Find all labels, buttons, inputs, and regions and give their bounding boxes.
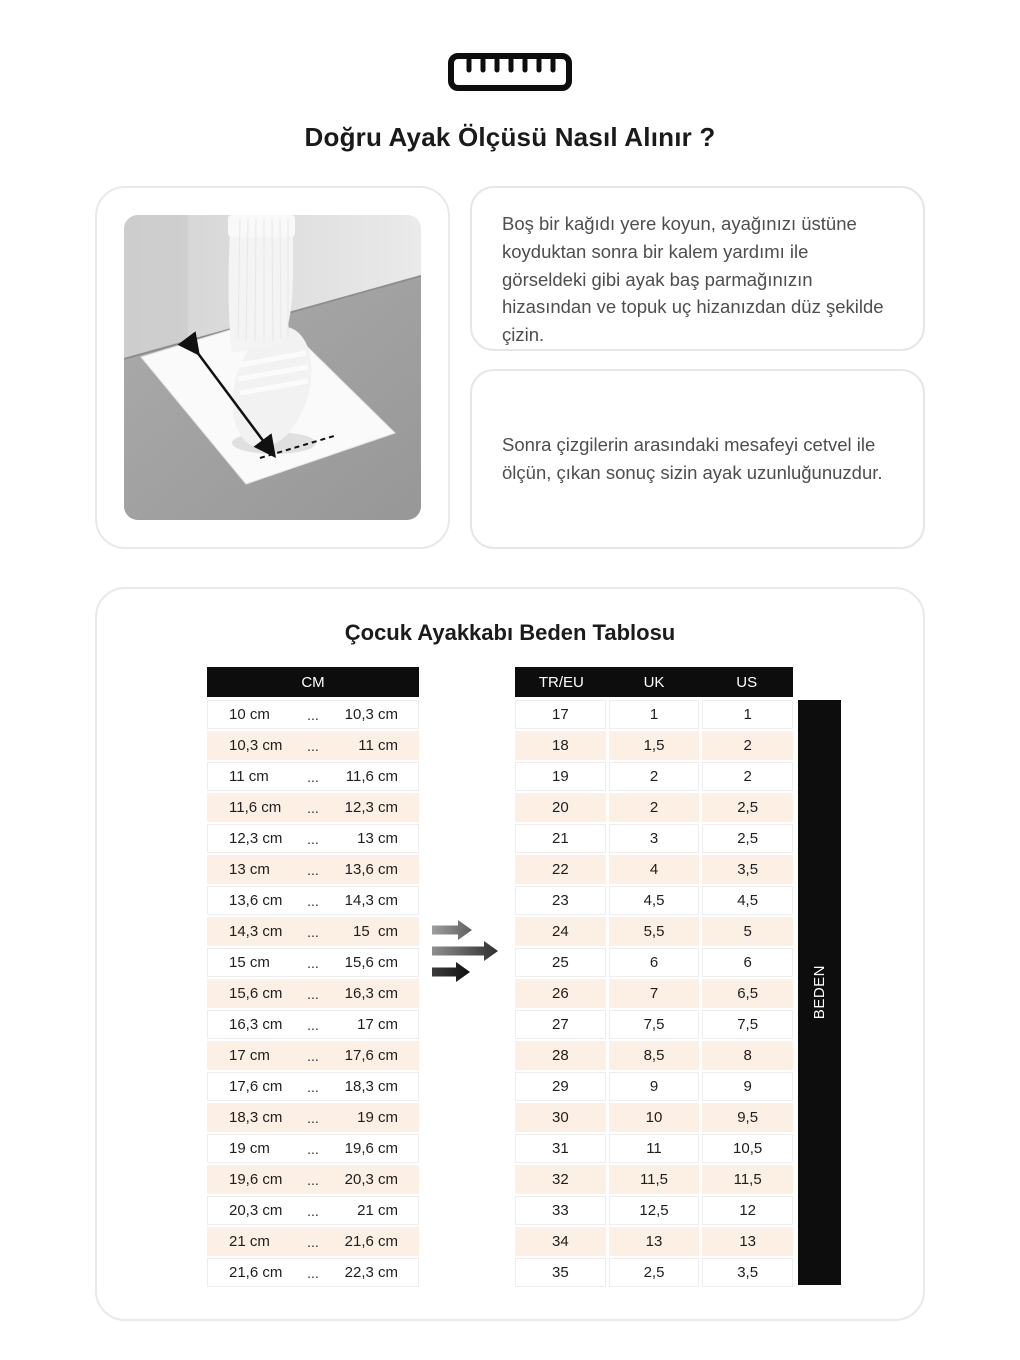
cm-from-value: 21,6 cm [229,1264,283,1281]
cm-to-value: 15 cm [352,923,398,940]
cm-table-row [207,917,419,946]
uk-cell: 6 [609,948,700,977]
uk-cell: 1 [609,700,700,729]
beden-side-label: BEDEN [811,965,828,1020]
tr-eu-cell: 22 [515,855,606,884]
cm-from-value: 12,3 cm [229,830,283,847]
cm-from-value: 10,3 cm [229,737,283,754]
cm-to-value: 14,3 cm [344,892,398,909]
tr-eu-cell: 29 [515,1072,606,1101]
size-table-row [515,1072,793,1101]
cm-dots: ... [307,1233,319,1250]
cm-from-value: 13,6 cm [229,892,283,909]
uk-cell: 13 [609,1227,700,1256]
cm-from-value: 18,3 cm [229,1109,283,1126]
cm-dots: ... [307,1140,319,1157]
size-table [515,667,793,1289]
cm-dots: ... [307,706,319,723]
size-table-row [515,1134,793,1163]
uk-cell: 2 [609,793,700,822]
cm-to-value: 17 cm [357,1016,398,1033]
size-table-row [515,1103,793,1132]
cm-table-row [207,1196,419,1225]
cm-table-row [207,731,419,760]
tr-eu-cell: 19 [515,762,606,791]
cm-table-row [207,1134,419,1163]
instruction-step2-text: Sonra çizgilerin arasındaki mesafeyi cetvel ile ölçün, çıkan sonuç sizin ayak uzunluğunuzdur. [502,434,883,483]
size-table-row [515,886,793,915]
cm-from-value: 15 cm [229,954,270,971]
tr-eu-cell: 25 [515,948,606,977]
cm-table-row [207,1010,419,1039]
size-table-row [515,1196,793,1225]
cm-table-row [207,1165,419,1194]
cm-dots: ... [307,985,319,1002]
size-header-uk: UK [643,673,665,691]
us-cell: 9,5 [702,1103,793,1132]
cm-to-value: 12,3 cm [344,799,398,816]
cm-from-value: 13 cm [229,861,270,878]
cm-dots: ... [307,923,319,940]
cm-table-row [207,824,419,853]
tr-eu-cell: 20 [515,793,606,822]
uk-cell: 9 [609,1072,700,1101]
cm-from-value: 19 cm [229,1140,270,1157]
cm-to-value: 15,6 cm [344,954,398,971]
cm-dots: ... [307,954,319,971]
cm-table-header: CM [207,667,419,697]
cm-table-row [207,1227,419,1256]
cm-table-row [207,1041,419,1070]
tr-eu-cell: 30 [515,1103,606,1132]
cm-from-value: 19,6 cm [229,1171,283,1188]
tr-eu-cell: 32 [515,1165,606,1194]
ruler-icon [0,0,1020,92]
uk-cell: 10 [609,1103,700,1132]
cm-dots: ... [307,1078,319,1095]
size-chart-title: Çocuk Ayakkabı Beden Tablosu [344,620,676,645]
cm-to-value: 13,6 cm [344,861,398,878]
tr-eu-cell: 27 [515,1010,606,1039]
cm-to-value: 21,6 cm [344,1233,398,1250]
uk-cell: 7 [609,979,700,1008]
beden-side-bar [798,700,841,1285]
foot-measure-photo-card [95,186,450,549]
cm-from-value: 15,6 cm [229,985,283,1002]
uk-cell: 1,5 [609,731,700,760]
cm-to-value: 17,6 cm [344,1047,398,1064]
cm-from-value: 11 cm [229,768,269,785]
cm-to-value: 11,6 cm [345,768,398,785]
tr-eu-cell: 18 [515,731,606,760]
size-header-us: US [736,673,758,691]
cm-dots: ... [307,1016,319,1033]
size-table-row [515,793,793,822]
uk-cell: 2,5 [609,1258,700,1287]
size-table-row [515,731,793,760]
size-chart-tables [207,667,923,1289]
cm-dots: ... [307,830,319,847]
us-cell: 6 [702,948,793,977]
uk-cell: 11 [609,1134,700,1163]
cm-from-value: 21 cm [229,1233,270,1250]
size-chart-section [95,587,925,1321]
cm-table-row [207,948,419,977]
foot-measure-photo [124,215,421,520]
instruction-card-step2 [470,369,925,549]
tr-eu-cell: 33 [515,1196,606,1225]
uk-cell: 7,5 [609,1010,700,1039]
cm-dots: ... [307,737,319,754]
uk-cell: 4,5 [609,886,700,915]
cm-dots: ... [307,799,319,816]
uk-cell: 3 [609,824,700,853]
cm-to-value: 16,3 cm [344,985,398,1002]
us-cell: 3,5 [702,855,793,884]
cm-to-value: 22,3 cm [344,1264,398,1281]
tr-eu-cell: 23 [515,886,606,915]
uk-cell: 4 [609,855,700,884]
size-table-row [515,1258,793,1287]
cm-to-value: 10,3 cm [344,706,398,723]
size-table-row [515,1010,793,1039]
us-cell: 10,5 [702,1134,793,1163]
uk-cell: 5,5 [609,917,700,946]
instruction-step1-text: Boş bir kağıdı yere koyun, ayağınızı üstüne koyduktan sonra bir kalem yardımı ile görseldeki gibi ayak baş parmağınızın hizasından ve topuk uç hizanızdan düz şekilde çizin. [502,213,884,345]
tr-eu-cell: 28 [515,1041,606,1070]
us-cell: 12 [702,1196,793,1225]
size-table-row [515,700,793,729]
cm-dots: ... [307,861,319,878]
triple-arrow-icon [432,920,502,984]
cm-table-body [207,700,419,1287]
us-cell: 7,5 [702,1010,793,1039]
us-cell: 5 [702,917,793,946]
size-table-row [515,948,793,977]
uk-cell: 2 [609,762,700,791]
cm-table-row [207,855,419,884]
cm-to-value: 13 cm [357,830,398,847]
size-header-tr-eu: TR/EU [538,673,584,691]
tr-eu-cell: 24 [515,917,606,946]
cm-from-value: 17 cm [229,1047,270,1064]
size-table-row [515,824,793,853]
cm-to-value: 18,3 cm [344,1078,398,1095]
cm-table-row [207,700,419,729]
us-cell: 11,5 [702,1165,793,1194]
arrow-spacer [419,667,515,984]
cm-from-value: 16,3 cm [229,1016,283,1033]
uk-cell: 12,5 [609,1196,700,1225]
cm-table-row [207,979,419,1008]
cm-to-value: 21 cm [357,1202,398,1219]
cm-table-row [207,1072,419,1101]
us-cell: 1 [702,700,793,729]
cm-to-value: 19,6 cm [344,1140,398,1157]
cm-dots: ... [307,892,319,909]
cm-table-row [207,793,419,822]
tr-eu-cell: 21 [515,824,606,853]
cm-from-value: 17,6 cm [229,1078,283,1095]
cm-dots: ... [307,1047,319,1064]
us-cell: 13 [702,1227,793,1256]
cm-from-value: 11,6 cm [229,799,282,816]
cm-table-row [207,762,419,791]
measurement-instructions-section [95,186,925,549]
tr-eu-cell: 31 [515,1134,606,1163]
size-table-row [515,1041,793,1070]
cm-dots: ... [307,1202,319,1219]
size-table-row [515,762,793,791]
tr-eu-cell: 35 [515,1258,606,1287]
size-table-body [515,700,793,1287]
size-table-row [515,1165,793,1194]
cm-table-row [207,1103,419,1132]
cm-to-value: 19 cm [357,1109,398,1126]
instruction-cards [470,186,925,549]
cm-dots: ... [307,768,319,785]
instruction-card-step1 [470,186,925,351]
cm-from-value: 10 cm [229,706,270,723]
cm-to-value: 20,3 cm [344,1171,398,1188]
cm-from-value: 20,3 cm [229,1202,283,1219]
us-cell: 4,5 [702,886,793,915]
uk-cell: 8,5 [609,1041,700,1070]
cm-dots: ... [307,1171,319,1188]
cm-table [207,667,419,1289]
us-cell: 2,5 [702,793,793,822]
page-title: Doğru Ayak Ölçüsü Nasıl Alınır ? [304,122,716,152]
us-cell: 9 [702,1072,793,1101]
us-cell: 8 [702,1041,793,1070]
size-table-row [515,1227,793,1256]
cm-table-row [207,1258,419,1287]
us-cell: 2 [702,731,793,760]
cm-from-value: 14,3 cm [229,923,283,940]
cm-dots: ... [307,1109,319,1126]
cm-table-row [207,886,419,915]
tr-eu-cell: 17 [515,700,606,729]
us-cell: 6,5 [702,979,793,1008]
uk-cell: 11,5 [609,1165,700,1194]
size-table-header [515,667,793,697]
tr-eu-cell: 26 [515,979,606,1008]
size-table-row [515,979,793,1008]
tr-eu-cell: 34 [515,1227,606,1256]
cm-to-value: 11 cm [358,737,398,754]
size-table-row [515,917,793,946]
us-cell: 3,5 [702,1258,793,1287]
size-table-row [515,855,793,884]
us-cell: 2,5 [702,824,793,853]
us-cell: 2 [702,762,793,791]
cm-dots: ... [307,1264,319,1281]
